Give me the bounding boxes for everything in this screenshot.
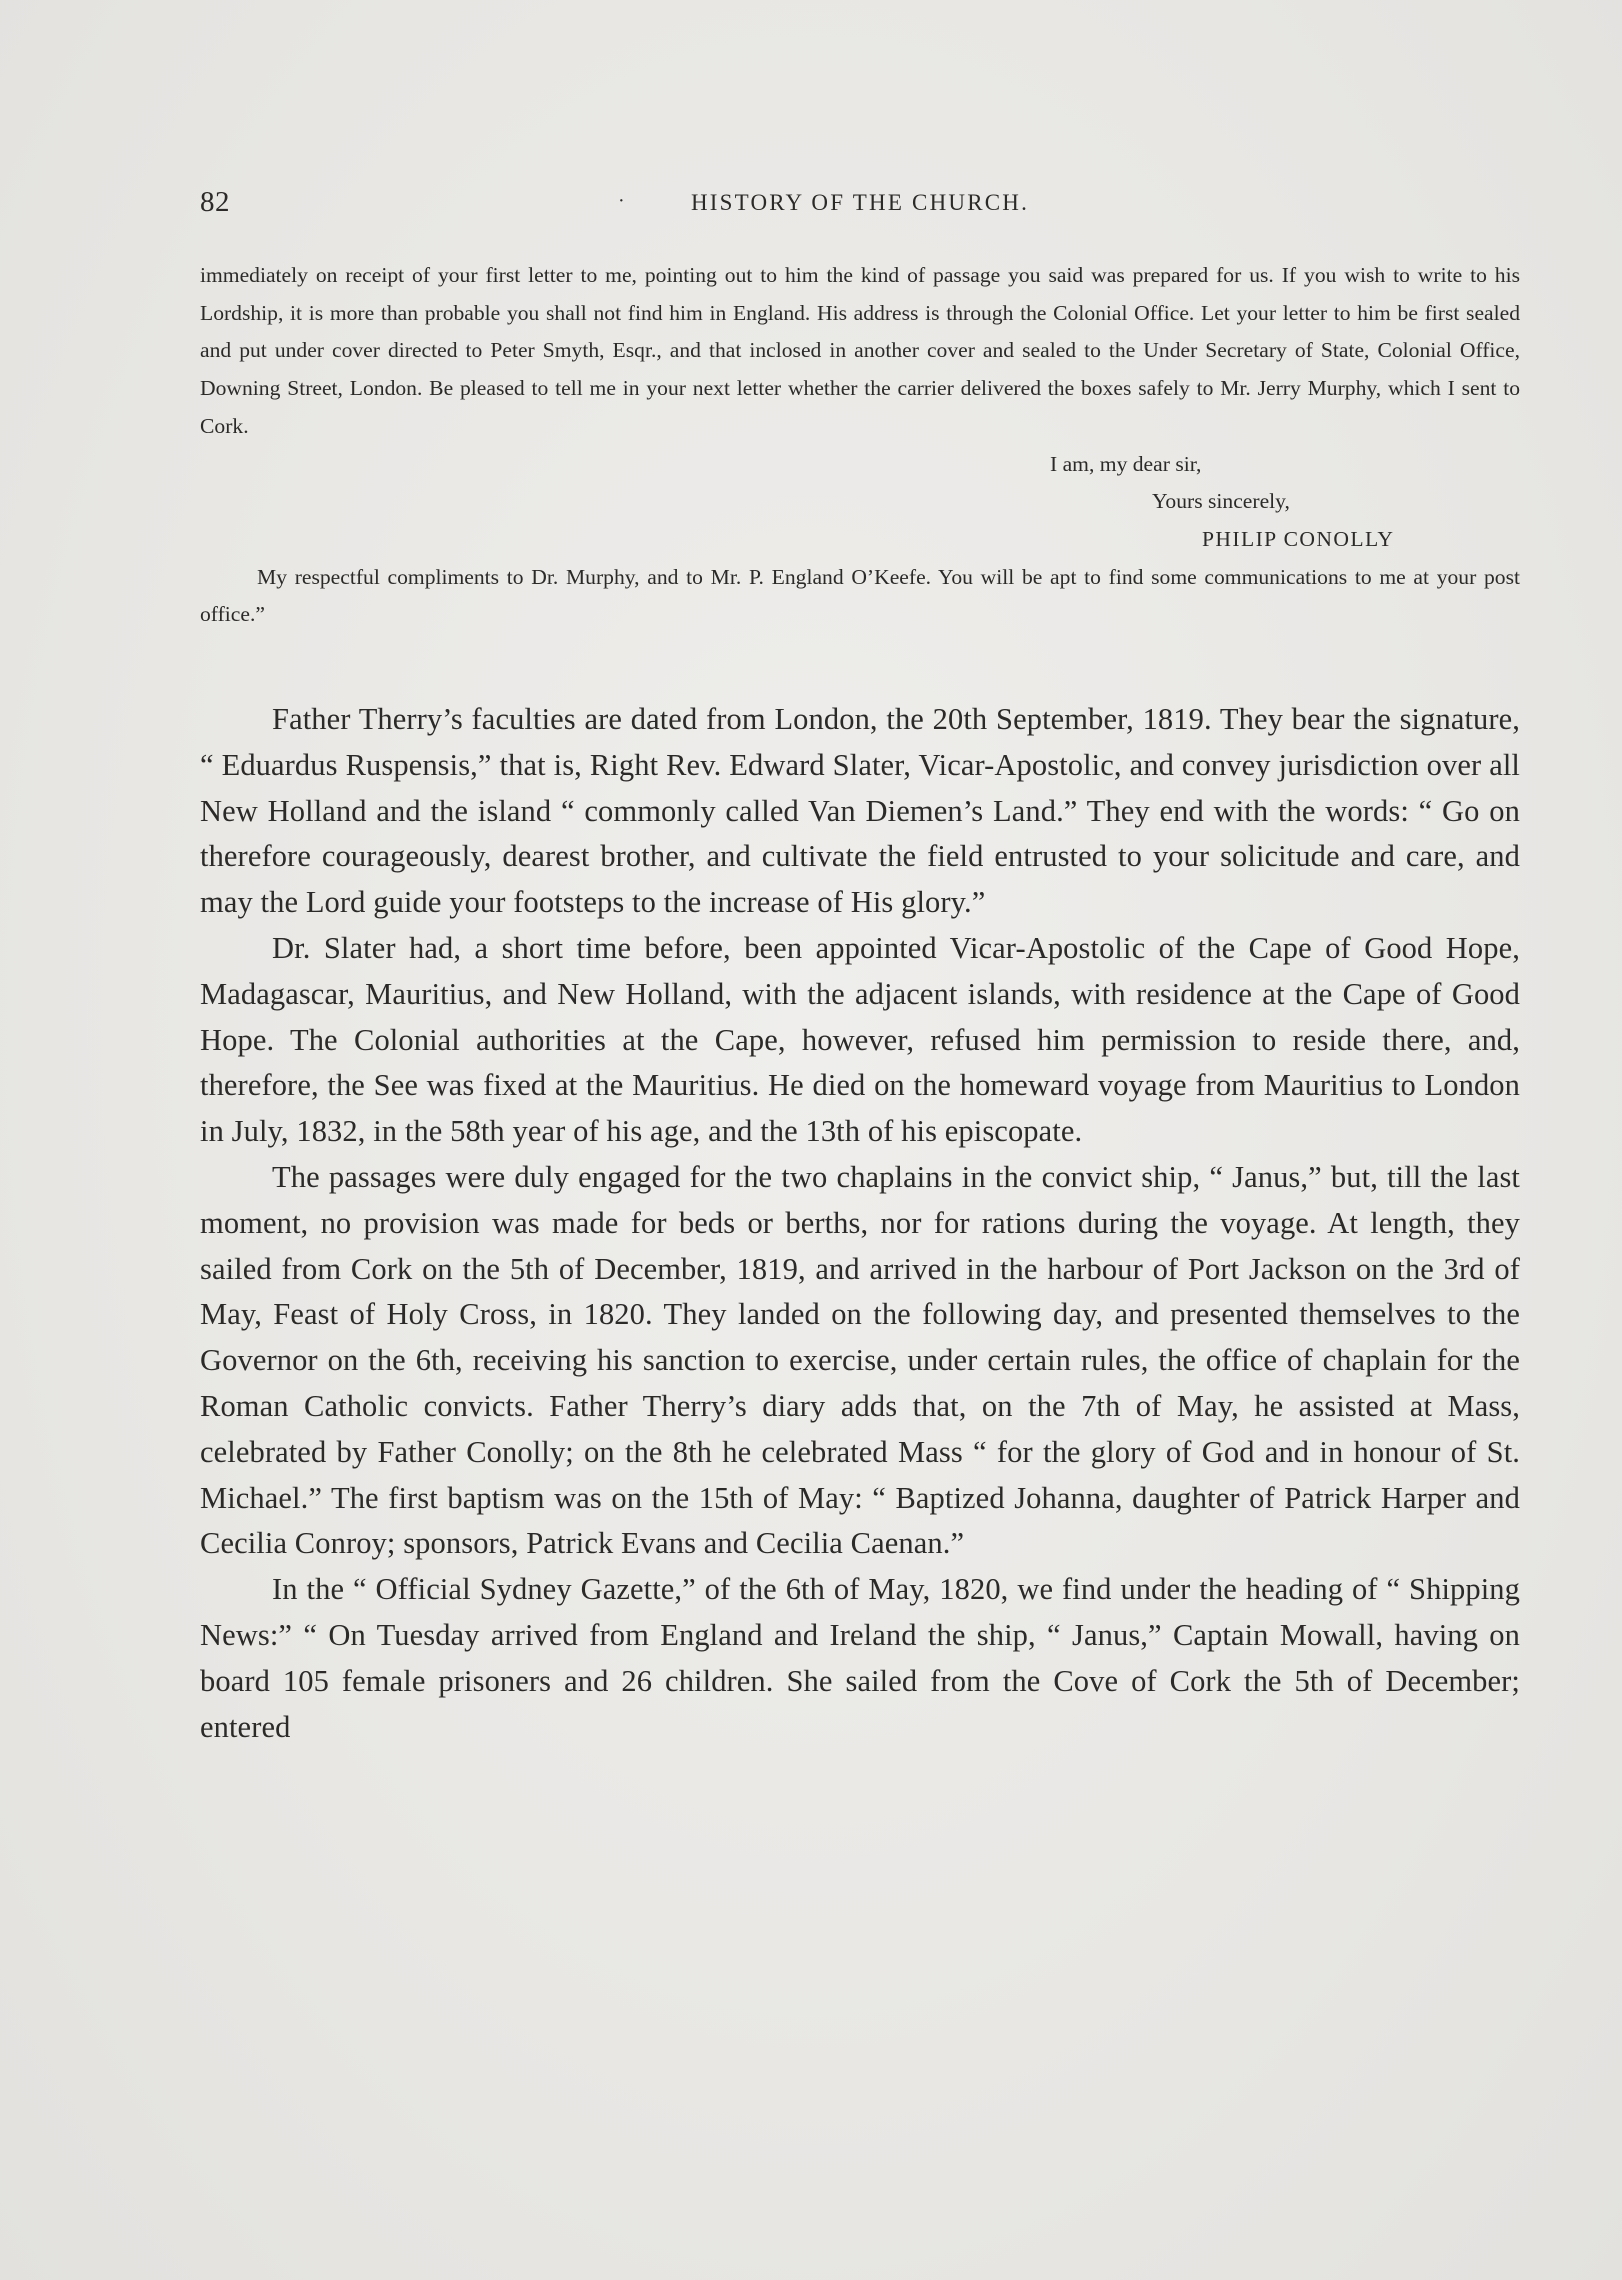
letter-signature: PHILIP CONOLLY — [1202, 526, 1395, 551]
paragraph-dr-slater: Dr. Slater had, a short time before, been appointed Vicar-Apostolic of the Cape of Good Hope, Madagascar, Mauritius, and New Holland, with the adjacent islands, with residence at the Cape of Good Hope. The Colonial authorities at the Cape, however, refused him permission to reside there, and, therefore, the See was fixed at the Mauritius. He died on the homeward voyage from Mauritius to London in July, 1832, in the 58th year of his age, and the 13th of his episcopate. — [200, 930, 1520, 1149]
main-text — [200, 697, 1520, 1750]
paragraph-faculties: Father Therry’s faculties are dated from London, the 20th September, 1819. They bear the signature, “ Eduardus Ruspensis,” that is, Right Rev. Edward Slater, Vicar-Apostolic, and convey jurisdiction over all New Holland and the island “ commonly called Van Diemen’s Land.” They end with the words: “ Go on therefore courageously, dearest brother, and cultivate the field entrusted to your solicitude and care, and may the Lord guide your footsteps to the increase of His glory.” — [200, 702, 1520, 920]
paragraph-sydney-gazette: In the “ Official Sydney Gazette,” of the 6th of May, 1820, we find under the heading of “ Shipping News:” “ On Tuesday arrived from England and Ireland the ship, “ Janus,” Captain Mowall, having on board 105 female prisoners and 26 children. She sailed from the Cove of Cork the 5th of December; entered — [200, 1572, 1520, 1744]
letter-postscript: My respectful compliments to Dr. Murphy, and to Mr. P. England O’Keefe. You will be apt to find some communications to me at your post office.” — [200, 564, 1520, 627]
page-number: 82 — [200, 186, 230, 218]
letter-paragraph: immediately on receipt of your first letter to me, pointing out to him the kind of passage you said was prepared for us. If you wish to write to his Lordship, it is more than probable you shall not find him in England. His address is through the Colonial Office. Let your letter to him be first sealed and put under cover directed to Peter Smyth, Esqr., and that inclosed in another cover and sealed to the Under Secretary of State, Colonial Office, Downing Street, London. Be pleased to tell me in your next letter whether the carrier delivered the boxes safely to Mr. Jerry Murphy, which I sent to Cork. — [200, 263, 1520, 438]
running-head: HISTORY OF THE CHURCH. — [690, 190, 1030, 215]
quoted-letter — [200, 257, 1520, 634]
header-dot: · — [618, 190, 625, 212]
page-header — [200, 186, 1520, 226]
closing-salutation: I am, my dear sir, — [1050, 451, 1202, 476]
letter-closing — [200, 446, 1520, 559]
paragraph-passages: The passages were duly engaged for the two chaplains in the convict ship, “ Janus,” but, till the last moment, no provision was made for beds or berths, nor for rations during the voyage. At length, they sailed from Cork on the 5th of December, 1819, and arrived in the harbour of Port Jackson on the 3rd of May, Feast of Holy Cross, in 1820. They landed on the following day, and presented themselves to the Governor on the 6th, receiving his sanction to exercise, under certain rules, the office of chaplain for the Roman Catholic convicts. Father Therry’s diary adds that, on the 7th of May, he assisted at Mass, celebrated by Father Conolly; on the 8th he celebrated Mass “ for the glory of God and in honour of St. Michael.” The first baptism was on the 15th of May: “ Baptized Johanna, daughter of Patrick Harper and Cecilia Conroy; sponsors, Patrick Evans and Cecilia Caenan.” — [200, 1159, 1520, 1561]
closing-valediction: Yours sincerely, — [1152, 489, 1290, 514]
